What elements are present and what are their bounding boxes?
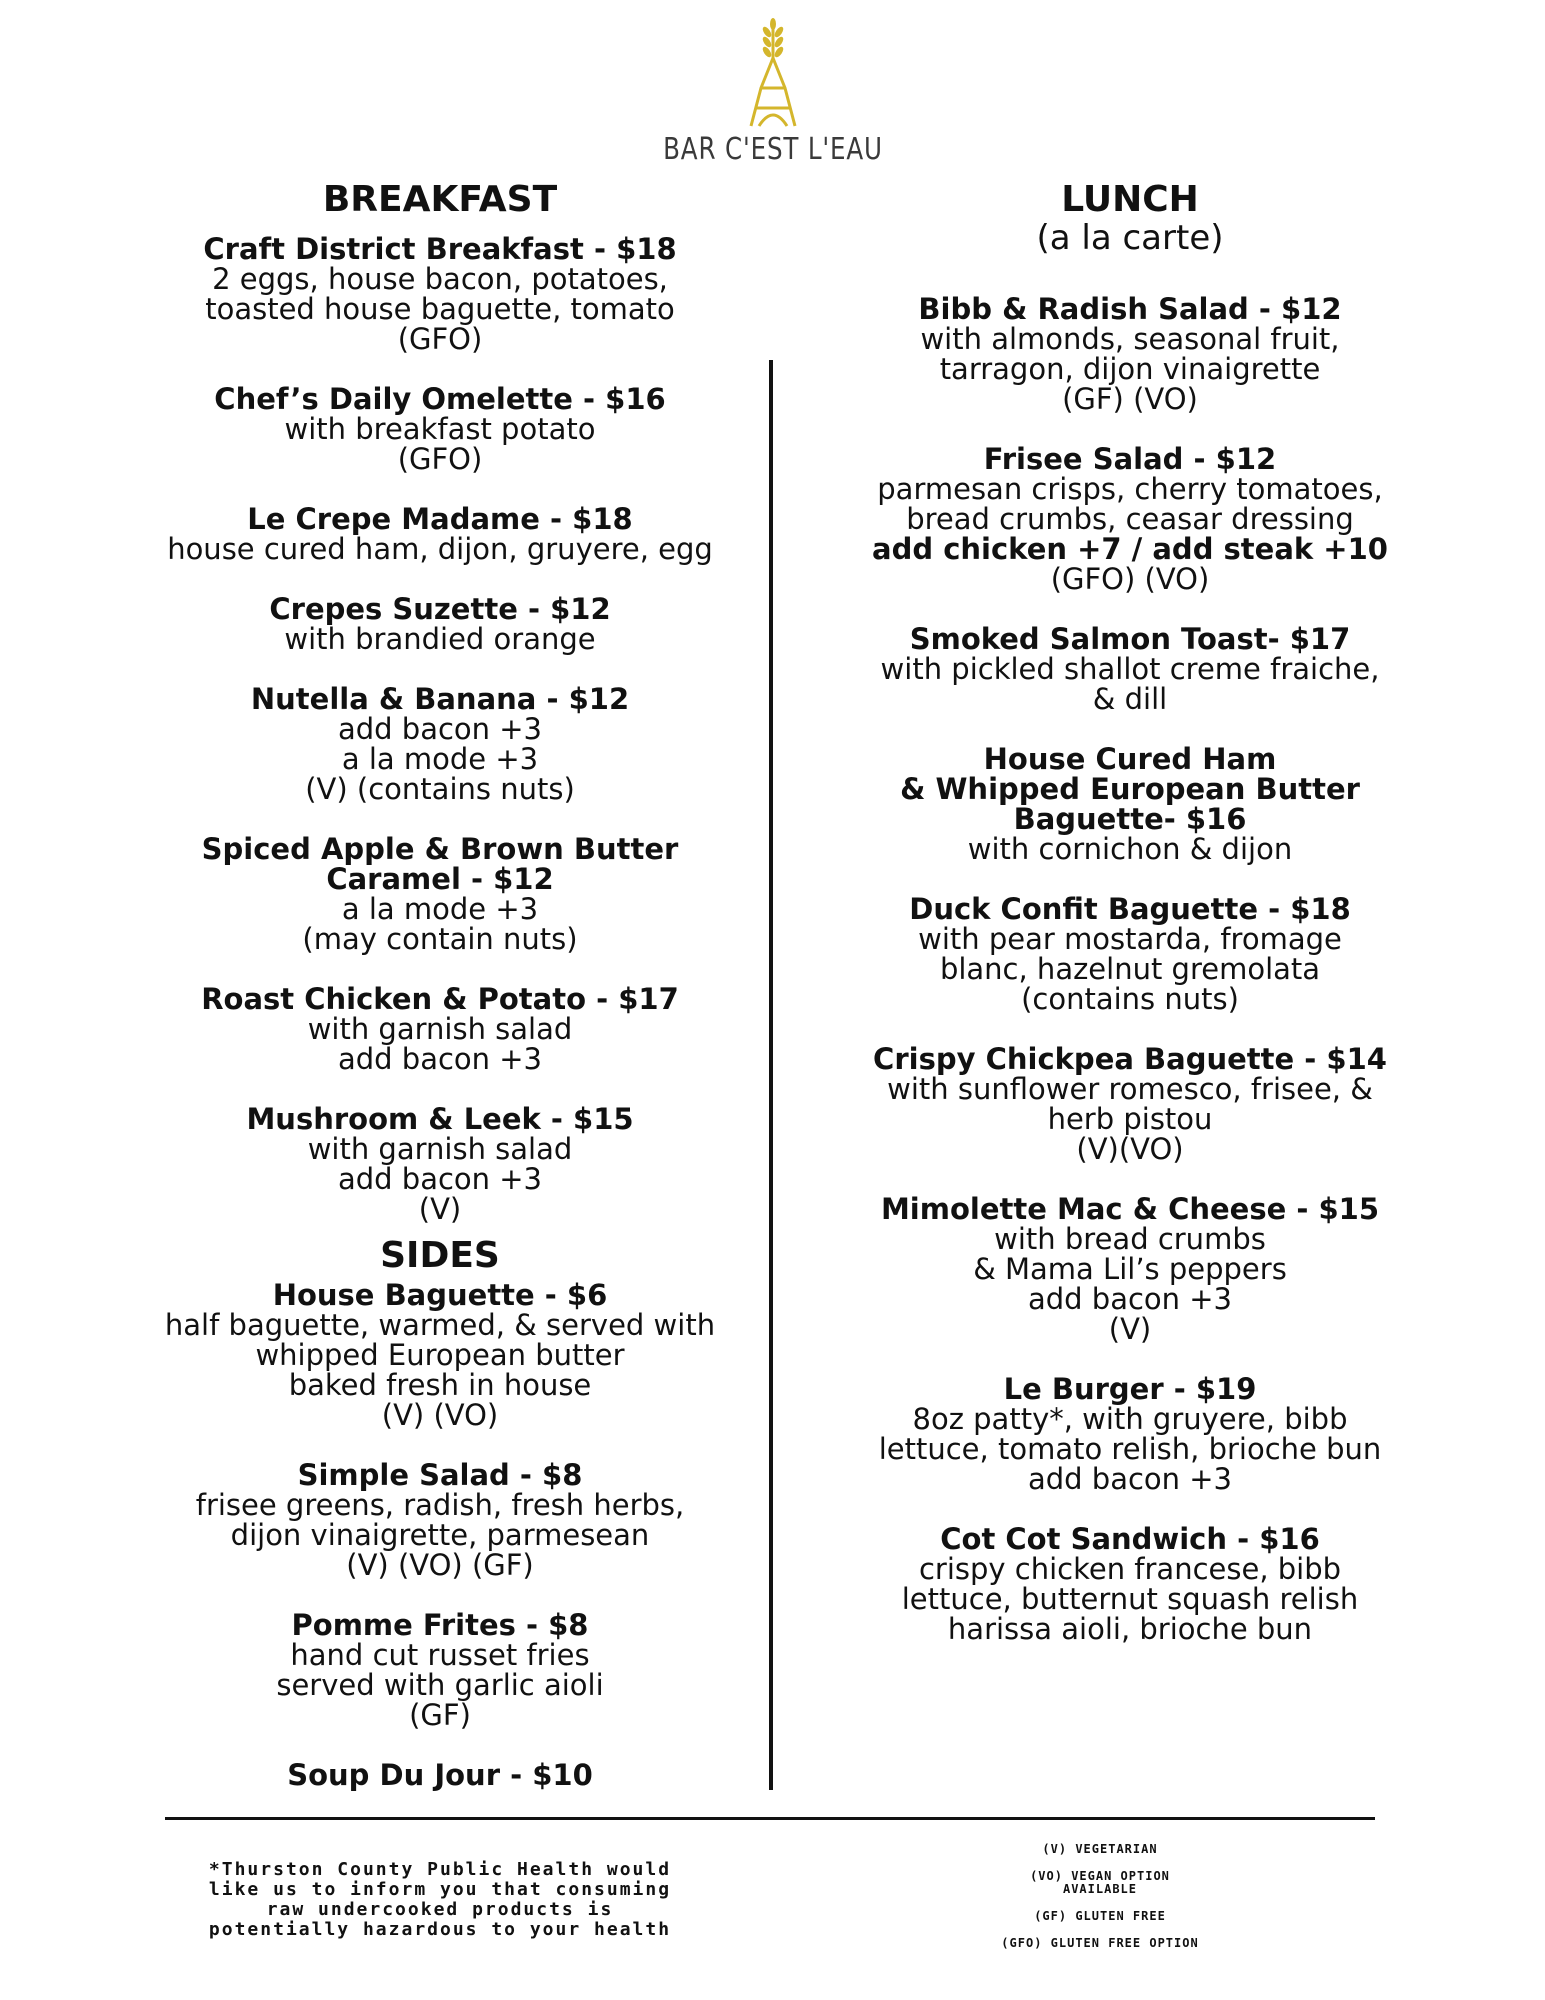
item-description: half baguette, warmed, & served with <box>164 1308 716 1342</box>
item-description: (GFO) <box>397 442 483 476</box>
item-description: (GF) (VO) <box>1062 382 1198 416</box>
item-description: dijon vinaigrette, parmesean <box>230 1518 650 1552</box>
item-description: with garnish salad <box>307 1132 573 1166</box>
health-notice <box>180 1860 700 1940</box>
item-description: tarragon, dijon vinaigrette <box>939 352 1321 386</box>
item-description: with cornichon & dijon <box>967 832 1293 866</box>
column-divider <box>769 360 773 1790</box>
eiffel-wheat-logo-icon <box>743 18 803 128</box>
menu-item <box>140 504 740 564</box>
logo <box>0 18 1545 167</box>
item-name: Mushroom & Leek - $15 <box>246 1102 634 1136</box>
item-name: Cot Cot Sandwich - $16 <box>940 1522 1320 1556</box>
item-name: Soup Du Jour - $10 <box>287 1758 593 1792</box>
item-description: bread crumbs, ceasar dressing <box>906 502 1354 536</box>
notice-line: raw undercooked products is <box>266 1899 614 1920</box>
legend-gluten-free: (GF) GLUTEN FREE <box>1034 1909 1166 1923</box>
item-description: (V) <box>1108 1312 1152 1346</box>
menu-item <box>845 744 1415 864</box>
item-name: Craft District Breakfast - $18 <box>203 232 677 266</box>
item-name: Spiced Apple & Brown Butter <box>201 832 679 866</box>
menu-item <box>140 1760 740 1790</box>
item-name: Bibb & Radish Salad - $12 <box>918 292 1342 326</box>
item-description: (V) <box>418 1192 462 1226</box>
item-name: Baguette- $16 <box>1013 802 1247 836</box>
brand-name: BAR C'EST L'EAU <box>662 132 883 167</box>
item-description: with pear mostarda, fromage <box>918 922 1342 956</box>
item-name: Roast Chicken & Potato - $17 <box>201 982 679 1016</box>
lunch-title: LUNCH <box>1061 179 1199 220</box>
legend-vegan-option: (VO) VEGAN OPTION <box>1030 1869 1170 1883</box>
item-description: crispy chicken francese, bibb <box>918 1552 1342 1586</box>
item-description: (may contain nuts) <box>302 922 578 956</box>
menu-item <box>140 594 740 654</box>
item-description: with garnish salad <box>307 1012 573 1046</box>
item-description: (GF) <box>409 1698 471 1732</box>
item-description: 2 eggs, house bacon, potatoes, <box>212 262 668 296</box>
item-description: (V) (VO) <box>381 1398 499 1432</box>
breakfast-title: BREAKFAST <box>322 179 558 220</box>
legend-vegan-option-cont: AVAILABLE <box>1062 1882 1138 1896</box>
menu-item <box>140 834 740 954</box>
item-name: & Whipped European Butter <box>900 772 1360 806</box>
item-description: add bacon +3 <box>337 712 543 746</box>
menu-item <box>845 624 1415 714</box>
item-name: Nutella & Banana - $12 <box>250 682 630 716</box>
menu-item <box>845 1524 1415 1644</box>
menu-item <box>140 1104 740 1224</box>
menu-item <box>845 1374 1415 1494</box>
footer-divider <box>165 1817 1375 1820</box>
item-name: House Baguette - $6 <box>272 1278 608 1312</box>
item-description: baked fresh in house <box>288 1368 592 1402</box>
item-description: add bacon +3 <box>337 1162 543 1196</box>
lunch-items <box>845 294 1415 1644</box>
item-description: lettuce, tomato relish, brioche bun <box>878 1432 1382 1466</box>
lunch-subtitle: (a la carte) <box>1036 218 1224 258</box>
notice-line: like us to inform you that consuming <box>208 1879 672 1900</box>
menu-item <box>845 1194 1415 1344</box>
menu-item <box>140 1280 740 1430</box>
menu-item <box>140 1610 740 1730</box>
lunch-column <box>845 180 1415 1674</box>
menu-item <box>140 234 740 354</box>
notice-line: *Thurston County Public Health would <box>208 1859 672 1880</box>
item-description: (V)(VO) <box>1076 1132 1184 1166</box>
item-name: Le Crepe Madame - $18 <box>247 502 633 536</box>
item-name: Le Burger - $19 <box>1003 1372 1257 1406</box>
sides-items <box>140 1280 740 1790</box>
item-description: with bread crumbs <box>994 1222 1266 1256</box>
item-name: Simple Salad - $8 <box>297 1458 583 1492</box>
item-description: (GFO) <box>397 322 483 356</box>
item-description: a la mode +3 <box>341 892 539 926</box>
item-description: hand cut russet fries <box>290 1638 590 1672</box>
item-description: (GFO) (VO) <box>1050 562 1210 596</box>
item-description: (V) (VO) (GF) <box>346 1548 534 1582</box>
item-description: with almonds, seasonal fruit, <box>920 322 1340 356</box>
item-name: Mimolette Mac & Cheese - $15 <box>880 1192 1380 1226</box>
item-description: with pickled shallot creme fraiche, <box>880 652 1380 686</box>
item-description: with brandied orange <box>284 622 596 656</box>
item-description: house cured ham, dijon, gruyere, egg <box>167 532 713 566</box>
item-description: with sunflower romesco, frisee, & <box>887 1072 1373 1106</box>
menu-item <box>845 444 1415 594</box>
menu-item <box>140 1460 740 1580</box>
item-description: 8oz patty*, with gruyere, bibb <box>912 1402 1348 1436</box>
item-name: Duck Confit Baguette - $18 <box>909 892 1351 926</box>
item-description: add bacon +3 <box>337 1042 543 1076</box>
item-description: (contains nuts) <box>1021 982 1239 1016</box>
legend-gluten-free-option: (GFO) GLUTEN FREE OPTION <box>1001 1936 1199 1950</box>
item-description: blanc, hazelnut gremolata <box>939 952 1321 986</box>
menu-item <box>845 294 1415 414</box>
item-description: herb pistou <box>1047 1102 1213 1136</box>
diet-legend <box>960 1843 1240 1964</box>
item-description: (V) (contains nuts) <box>305 772 575 806</box>
menu-item <box>845 894 1415 1014</box>
menu-item <box>140 984 740 1074</box>
item-name: Frisee Salad - $12 <box>983 442 1277 476</box>
menu-item <box>140 684 740 804</box>
breakfast-items <box>140 234 740 1224</box>
sides-title: SIDES <box>380 1235 500 1276</box>
menu-item <box>140 384 740 474</box>
item-description: frisee greens, radish, fresh herbs, <box>195 1488 685 1522</box>
breakfast-column <box>140 180 740 1820</box>
notice-line: potentially hazardous to your health <box>208 1919 672 1940</box>
item-name: Smoked Salmon Toast- $17 <box>909 622 1351 656</box>
menu-item <box>845 1044 1415 1164</box>
item-description: add bacon +3 <box>1027 1282 1233 1316</box>
item-name: Chef’s Daily Omelette - $16 <box>214 382 666 416</box>
item-description: with breakfast potato <box>284 412 596 446</box>
item-description: whipped European butter <box>255 1338 625 1372</box>
item-name: Caramel - $12 <box>326 862 554 896</box>
item-name: Pomme Frites - $8 <box>291 1608 589 1642</box>
legend-vegetarian: (V) VEGETARIAN <box>1042 1842 1158 1856</box>
item-description: add bacon +3 <box>1027 1462 1233 1496</box>
item-description: lettuce, butternut squash relish <box>901 1582 1359 1616</box>
item-description: harissa aioli, brioche bun <box>947 1612 1313 1646</box>
item-description: served with garlic aioli <box>276 1668 604 1702</box>
item-description: parmesan crisps, cherry tomatoes, <box>877 472 1383 506</box>
item-description: toasted house baguette, tomato <box>205 292 675 326</box>
item-description: & Mama Lil’s peppers <box>973 1252 1287 1286</box>
item-addon: add chicken +7 / add steak +10 <box>872 532 1388 566</box>
item-name: Crepes Suzette - $12 <box>269 592 611 626</box>
item-description: & dill <box>1092 682 1168 716</box>
item-description: a la mode +3 <box>341 742 539 776</box>
item-name: House Cured Ham <box>983 742 1277 776</box>
item-name: Crispy Chickpea Baguette - $14 <box>873 1042 1387 1076</box>
